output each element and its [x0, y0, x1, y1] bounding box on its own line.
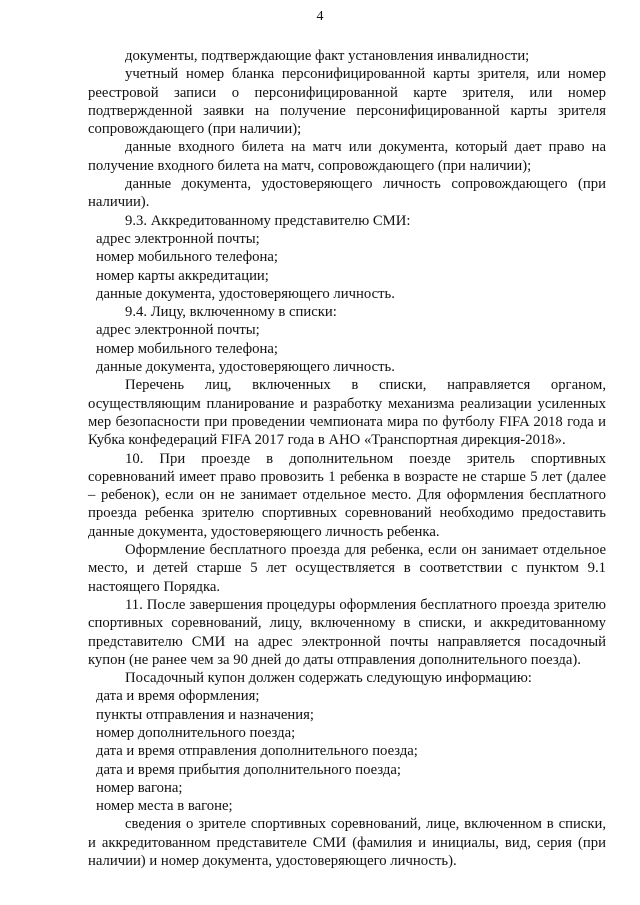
- paragraph: Перечень лиц, включенных в списки, направляется органом, осуществляющим планирование и разработку механизма реализации усиленных мер безопасности при проведении чемпионата мира по футболу FIFA 2018 года и Кубка конфедераций FIFA 2017 года в АНО «Транспортная дирекция-2018».: [88, 377, 606, 449]
- paragraph: сведения о зрителе спортивных соревнований, лице, включенном в списки, и аккредитованном представителе СМИ (фамилия и инициалы, вид, серия (при наличии) и номер документа, удостоверяющего личность).: [88, 816, 606, 870]
- paragraph: 11. После завершения процедуры оформления бесплатного проезда зрителю спортивных соревнований, лицу, включенному в списки, и аккредитованному представителю СМИ на адрес электронной почты направляется посадочный купон (не ранее чем за 90 дней до даты отправления дополнительного поезда).: [88, 596, 606, 668]
- list-item: номер мобильного телефона;: [96, 340, 278, 357]
- list-item: пункты отправления и назначения;: [96, 706, 314, 723]
- list-item: адрес электронной почты;: [96, 230, 260, 247]
- list-item: дата и время прибытия дополнительного поезда;: [96, 761, 401, 778]
- paragraph: данные входного билета на матч или документа, который дает право на получение входного билета на матч, сопровождающего (при наличии);: [88, 139, 606, 174]
- list-item: данные документа, удостоверяющего личность.: [96, 359, 395, 376]
- section-heading: 9.4. Лицу, включенному в списки:: [125, 304, 337, 321]
- list-item: номер дополнительного поезда;: [96, 724, 296, 741]
- list-item: номер вагона;: [96, 779, 183, 796]
- paragraph: 10. При проезде в дополнительном поезде зритель спортивных соревнований имеет право провозить 1 ребенка в возрасте не старше 5 лет (далее – ребенок), если он не занимает отдельное место. Для оформления бесплатного проезда ребенка зрителю спортивных соревнований необходимо предоставить данные документа, удостоверяющего личность ребенка.: [88, 450, 606, 540]
- page-number: 4: [316, 9, 324, 24]
- section-heading: 9.3. Аккредитованному представителю СМИ:: [125, 212, 411, 229]
- list-item: данные документа, удостоверяющего личность.: [96, 285, 395, 302]
- list-item: номер места в вагоне;: [96, 798, 233, 815]
- paragraph: документы, подтверждающие факт установления инвалидности;: [125, 48, 530, 64]
- list-item: дата и время оформления;: [96, 688, 260, 705]
- paragraph: Оформление бесплатного проезда для ребенка, если он занимает отдельное место, и детей старше 5 лет осуществляется в соответствии с пунктом 9.1 настоящего Порядка.: [88, 542, 606, 595]
- list-item: номер мобильного телефона;: [96, 249, 278, 266]
- list-item: номер карты аккредитации;: [96, 267, 269, 284]
- paragraph: учетный номер бланка персонифицированной карты зрителя, или номер реестровой записи о персонифицированной карте зрителя, или номер подтвержденной заявки на получение персонифицированной карты зрителя сопровождающего (при наличии);: [88, 66, 606, 138]
- document-body: [88, 47, 606, 870]
- paragraph: данные документа, удостоверяющего личность сопровождающего (при наличии).: [88, 176, 606, 211]
- list-item: адрес электронной почты;: [96, 322, 260, 339]
- list-item: дата и время отправления дополнительного поезда;: [96, 743, 418, 760]
- paragraph: Посадочный купон должен содержать следующую информацию:: [125, 670, 532, 687]
